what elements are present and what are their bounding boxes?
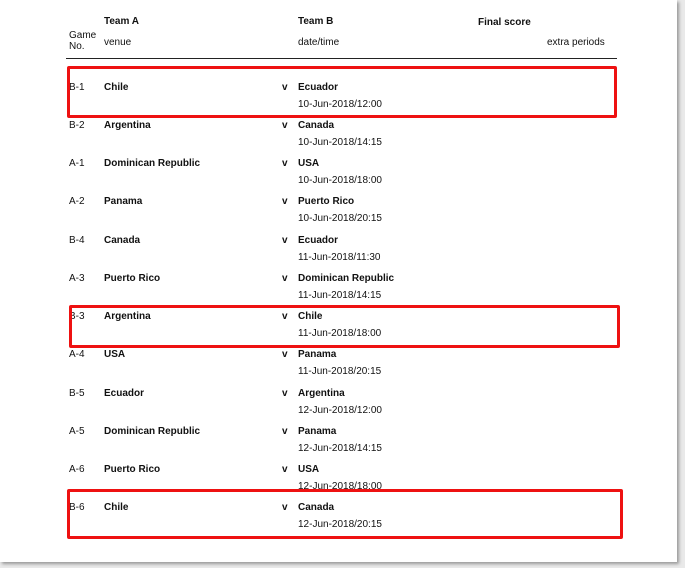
versus-marker: v (282, 196, 288, 207)
team-a-name: USA (104, 349, 126, 360)
game-datetime: 10-Jun-2018/18:00 (298, 175, 382, 186)
team-b-name: Chile (298, 311, 323, 322)
game-row (0, 426, 677, 464)
game-row (0, 196, 677, 234)
team-b-name: Dominican Republic (298, 273, 395, 284)
game-row (0, 158, 677, 196)
game-datetime: 12-Jun-2018/20:15 (298, 519, 382, 530)
versus-marker: v (282, 120, 288, 131)
versus-marker: v (282, 349, 288, 360)
versus-marker: v (282, 235, 288, 246)
header-extra-periods: extra periods (547, 37, 605, 48)
team-b-name: USA (298, 464, 320, 475)
game-datetime: 11-Jun-2018/18:00 (298, 328, 382, 339)
header-game-no-line1: Game (69, 30, 97, 41)
versus-marker: v (282, 426, 288, 437)
versus-marker: v (282, 388, 288, 399)
team-a-name: Argentina (104, 120, 151, 131)
game-datetime: 10-Jun-2018/12:00 (298, 99, 382, 110)
header-final-score: Final score (478, 17, 531, 28)
game-number: A-2 (69, 196, 85, 207)
game-row (0, 235, 677, 273)
game-datetime: 11-Jun-2018/20:15 (298, 366, 382, 377)
header-team-b: Team B (298, 16, 334, 27)
game-number: B-1 (69, 82, 85, 93)
game-number: B-3 (69, 311, 85, 322)
team-a-name: Dominican Republic (104, 158, 201, 169)
team-b-name: Canada (298, 120, 335, 131)
team-b-name: Panama (298, 426, 337, 437)
game-row (0, 388, 677, 426)
versus-marker: v (282, 311, 288, 322)
game-row (0, 349, 677, 387)
game-datetime: 12-Jun-2018/12:00 (298, 405, 382, 416)
game-datetime: 12-Jun-2018/14:15 (298, 443, 382, 454)
versus-marker: v (282, 158, 288, 169)
game-datetime: 11-Jun-2018/11:30 (298, 252, 381, 263)
versus-marker: v (282, 464, 288, 475)
team-a-name: Argentina (104, 311, 151, 322)
header-venue: venue (104, 37, 132, 48)
game-number: B-4 (69, 235, 85, 246)
game-number: A-6 (69, 464, 85, 475)
versus-marker: v (282, 82, 288, 93)
header-team-a: Team A (104, 16, 140, 27)
team-b-name: Puerto Rico (298, 196, 355, 207)
team-b-name: Ecuador (298, 235, 339, 246)
game-number: A-1 (69, 158, 85, 169)
highlight-box-game-b1 (67, 66, 617, 118)
game-number: A-4 (69, 349, 85, 360)
highlight-box-game-b6 (67, 489, 623, 539)
game-number: B-2 (69, 120, 85, 131)
team-a-name: Puerto Rico (104, 464, 161, 475)
header-game-no-line2: No. (69, 41, 85, 52)
team-b-name: USA (298, 158, 320, 169)
game-number: A-5 (69, 426, 85, 437)
team-b-name: Canada (298, 502, 335, 513)
game-datetime: 10-Jun-2018/14:15 (298, 137, 382, 148)
game-row (0, 120, 677, 158)
highlight-box-game-b3 (69, 305, 620, 348)
team-a-name: Puerto Rico (104, 273, 161, 284)
versus-marker: v (282, 273, 288, 284)
versus-marker: v (282, 502, 288, 513)
team-a-name: Chile (104, 82, 129, 93)
game-number: B-6 (69, 502, 85, 513)
team-a-name: Chile (104, 502, 129, 513)
team-a-name: Panama (104, 196, 143, 207)
header-divider (66, 58, 617, 59)
team-b-name: Ecuador (298, 82, 339, 93)
game-number: A-3 (69, 273, 85, 284)
game-datetime: 12-Jun-2018/18:00 (298, 481, 382, 492)
game-number: B-5 (69, 388, 85, 399)
team-b-name: Argentina (298, 388, 345, 399)
team-a-name: Canada (104, 235, 141, 246)
header-datetime: date/time (298, 37, 340, 48)
team-a-name: Dominican Republic (104, 426, 201, 437)
team-a-name: Ecuador (104, 388, 145, 399)
game-datetime: 11-Jun-2018/14:15 (298, 290, 382, 301)
game-datetime: 10-Jun-2018/20:15 (298, 213, 382, 224)
team-b-name: Panama (298, 349, 337, 360)
